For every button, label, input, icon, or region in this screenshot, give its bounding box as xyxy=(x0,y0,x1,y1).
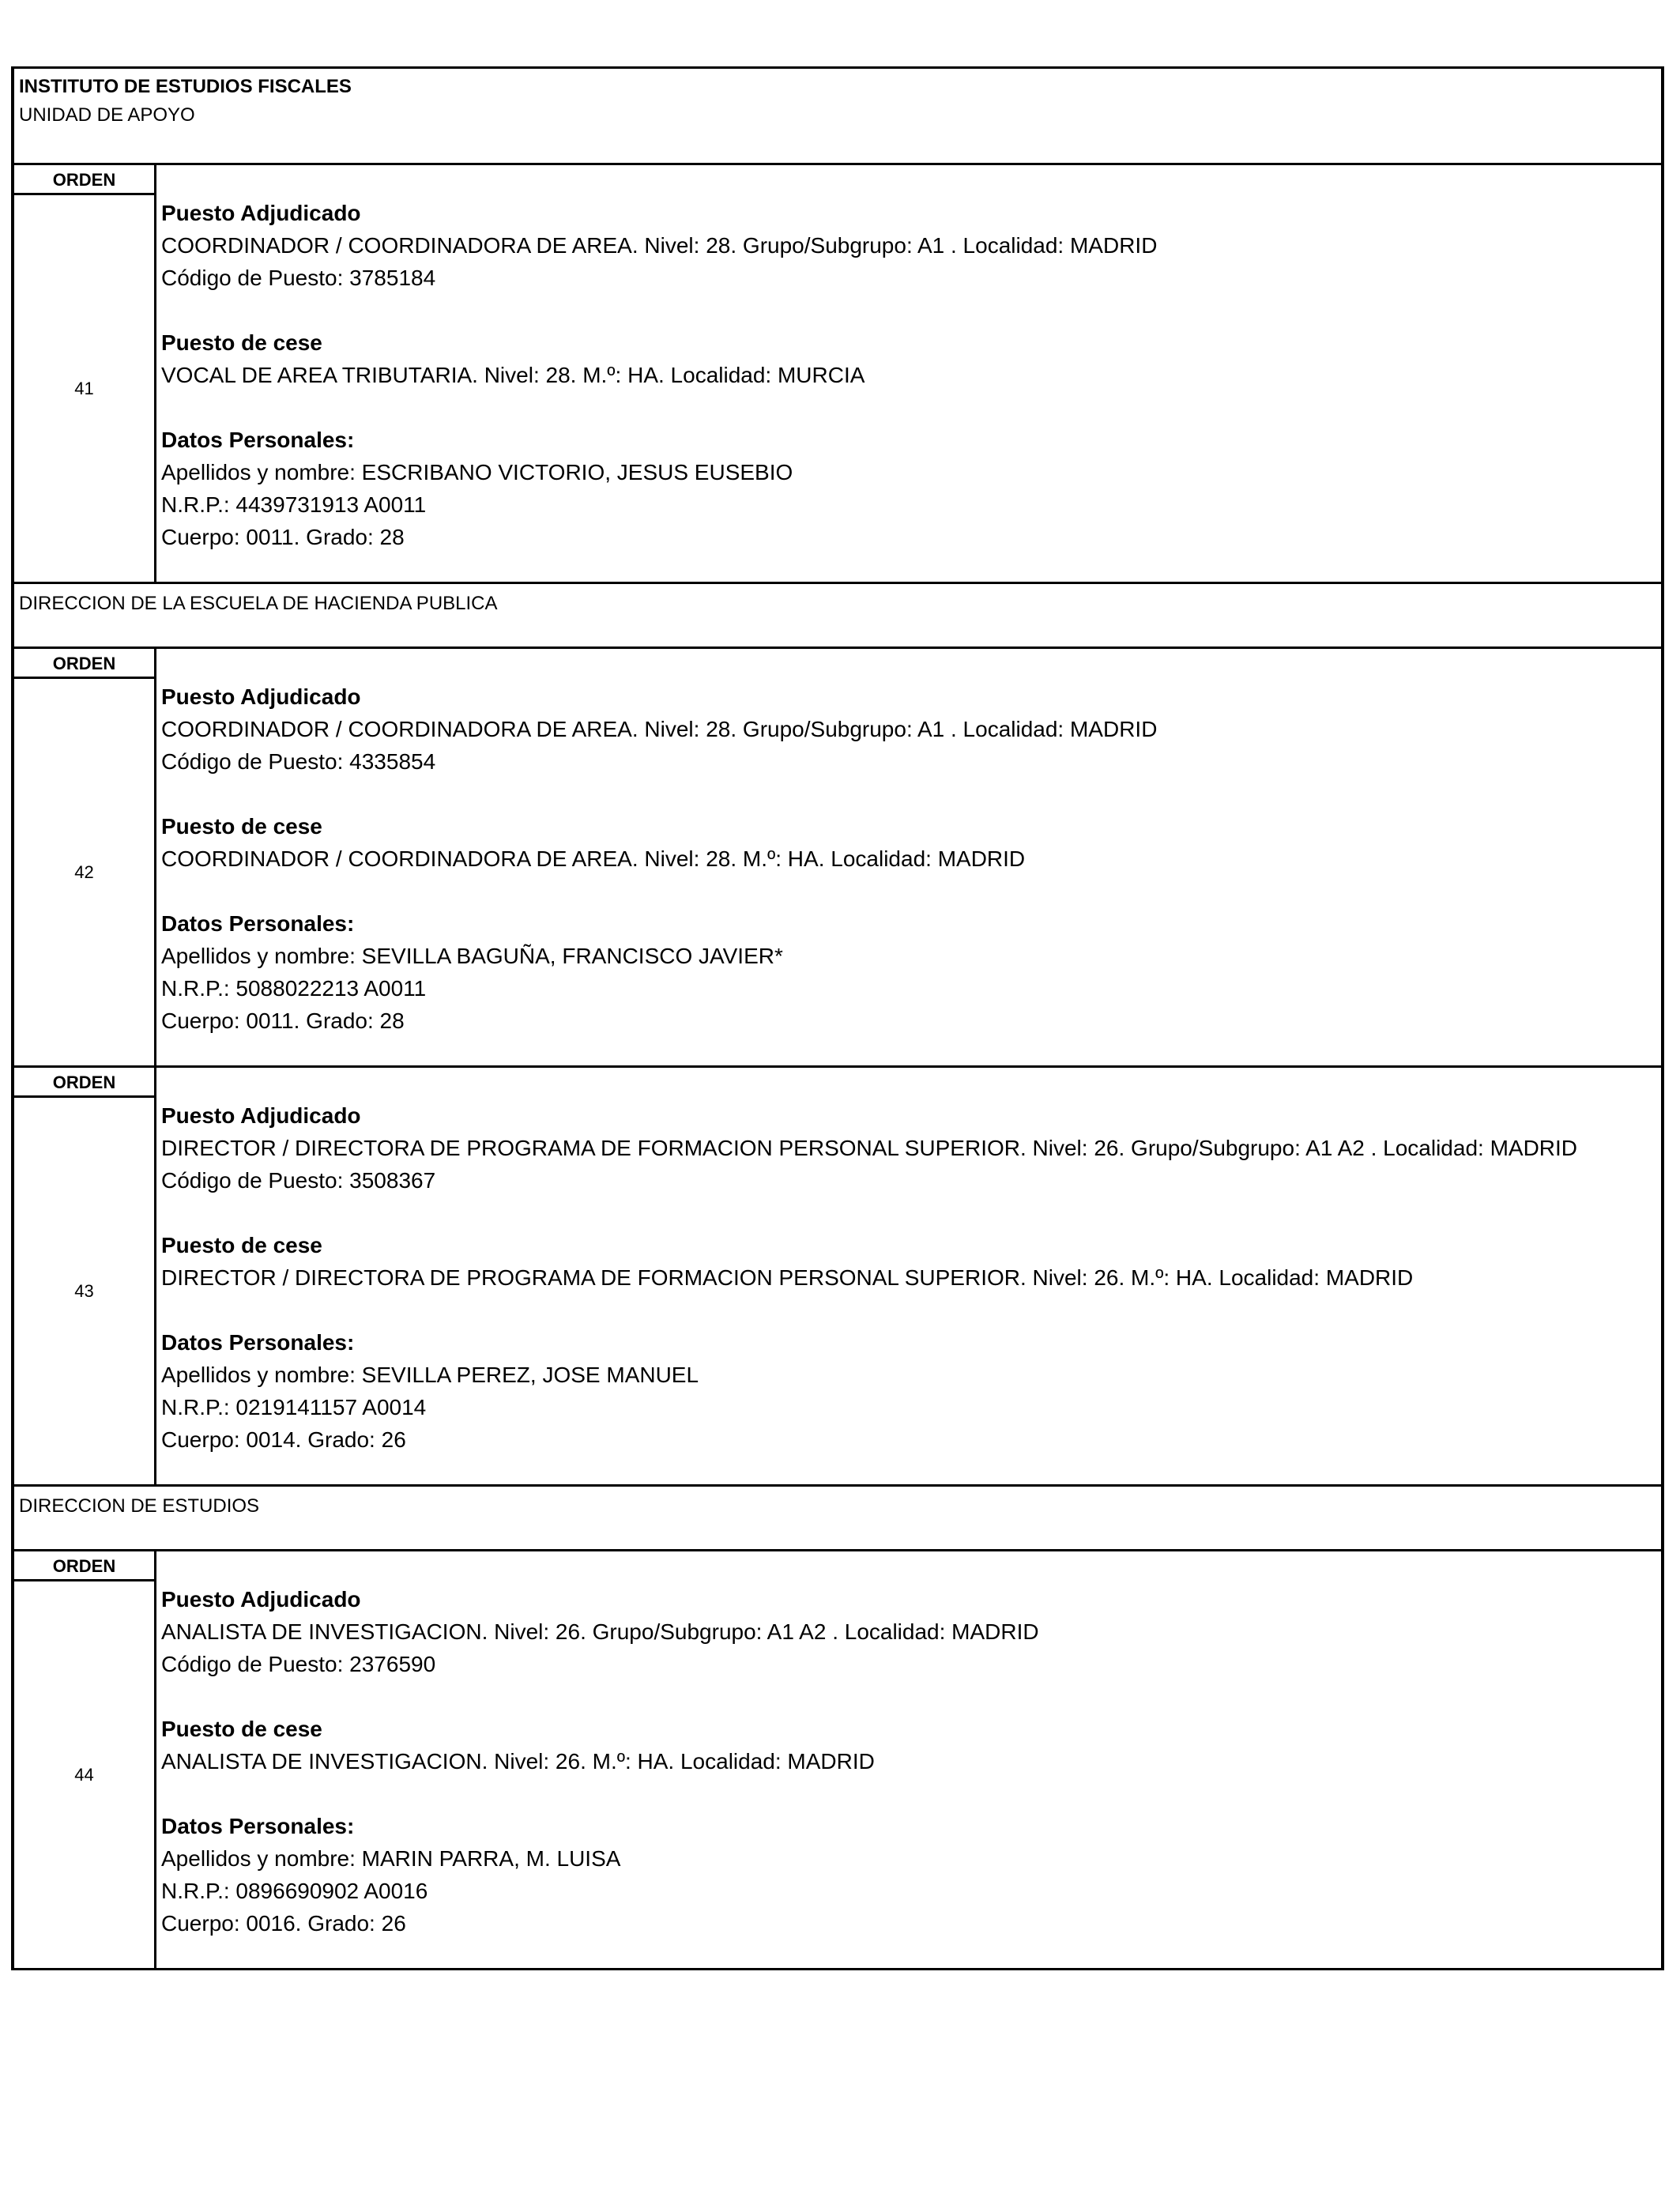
apellidos-nombre: Apellidos y nombre: SEVILLA BAGUÑA, FRANCISCO JAVIER* xyxy=(161,944,783,968)
puesto-adjudicado-value: DIRECTOR / DIRECTORA DE PROGRAMA DE FORMACION PERSONAL SUPERIOR. Nivel: 26. Grupo/Subgrupo: A1 A2 . Localidad: MADRID xyxy=(161,1136,1578,1160)
puesto-adjudicado-heading: Puesto Adjudicado xyxy=(161,684,361,709)
entry-details xyxy=(156,1068,1661,1484)
puesto-adjudicado-heading: Puesto Adjudicado xyxy=(161,1103,361,1128)
resolution-table xyxy=(11,66,1664,1970)
entry-details xyxy=(156,1551,1661,1968)
orden-cell xyxy=(14,649,156,1065)
puesto-adjudicado-heading: Puesto Adjudicado xyxy=(161,201,361,225)
datos-personales-heading: Datos Personales: xyxy=(161,911,355,936)
orden-label: ORDEN xyxy=(14,649,154,679)
section-header xyxy=(14,584,1661,649)
puesto-adjudicado-value: COORDINADOR / COORDINADORA DE AREA. Nivel: 28. Grupo/Subgrupo: A1 . Localidad: MADRID xyxy=(161,717,1158,741)
cuerpo-grado: Cuerpo: 0016. Grado: 26 xyxy=(161,1911,406,1936)
codigo-puesto: Código de Puesto: 2376590 xyxy=(161,1652,436,1676)
organization-unit: UNIDAD DE APOYO xyxy=(19,104,195,126)
orden-cell xyxy=(14,165,156,582)
apellidos-nombre: Apellidos y nombre: ESCRIBANO VICTORIO, JESUS EUSEBIO xyxy=(161,460,793,484)
puesto-cese-heading: Puesto de cese xyxy=(161,1233,322,1257)
organization-title: INSTITUTO DE ESTUDIOS FISCALES xyxy=(19,76,352,97)
section-name: DIRECCION DE LA ESCUELA DE HACIENDA PUBLICA xyxy=(19,593,498,614)
orden-number: 42 xyxy=(74,862,94,882)
puesto-adjudicado-heading: Puesto Adjudicado xyxy=(161,1587,361,1612)
orden-label: ORDEN xyxy=(14,1551,154,1581)
orden-number: 41 xyxy=(74,379,94,398)
table-row xyxy=(14,1551,1661,1970)
table-row xyxy=(14,165,1661,584)
datos-personales-heading: Datos Personales: xyxy=(161,428,355,452)
puesto-adjudicado-value: COORDINADOR / COORDINADORA DE AREA. Nivel: 28. Grupo/Subgrupo: A1 . Localidad: MADRID xyxy=(161,233,1158,258)
nrp: N.R.P.: 0896690902 A0016 xyxy=(161,1879,428,1903)
puesto-cese-heading: Puesto de cese xyxy=(161,330,322,355)
orden-cell xyxy=(14,1551,156,1968)
puesto-cese-heading: Puesto de cese xyxy=(161,1717,322,1741)
datos-personales-heading: Datos Personales: xyxy=(161,1330,355,1355)
orden-label: ORDEN xyxy=(14,1068,154,1098)
codigo-puesto: Código de Puesto: 4335854 xyxy=(161,749,436,774)
puesto-adjudicado-value: ANALISTA DE INVESTIGACION. Nivel: 26. Grupo/Subgrupo: A1 A2 . Localidad: MADRID xyxy=(161,1619,1039,1644)
nrp: N.R.P.: 0219141157 A0014 xyxy=(161,1395,427,1419)
datos-personales-heading: Datos Personales: xyxy=(161,1814,355,1838)
organization-header xyxy=(14,69,1661,165)
apellidos-nombre: Apellidos y nombre: MARIN PARRA, M. LUISA xyxy=(161,1846,621,1871)
codigo-puesto: Código de Puesto: 3508367 xyxy=(161,1168,436,1193)
puesto-cese-heading: Puesto de cese xyxy=(161,814,322,839)
section-header xyxy=(14,1487,1661,1551)
puesto-cese-value: ANALISTA DE INVESTIGACION. Nivel: 26. M.º: HA. Localidad: MADRID xyxy=(161,1749,875,1774)
puesto-cese-value: COORDINADOR / COORDINADORA DE AREA. Nivel: 28. M.º: HA. Localidad: MADRID xyxy=(161,846,1026,871)
entry-details xyxy=(156,165,1661,582)
cuerpo-grado: Cuerpo: 0014. Grado: 26 xyxy=(161,1427,406,1452)
orden-number: 43 xyxy=(74,1281,94,1301)
cuerpo-grado: Cuerpo: 0011. Grado: 28 xyxy=(161,525,405,549)
apellidos-nombre: Apellidos y nombre: SEVILLA PEREZ, JOSE MANUEL xyxy=(161,1363,699,1387)
orden-label: ORDEN xyxy=(14,165,154,195)
nrp: N.R.P.: 4439731913 A0011 xyxy=(161,492,427,517)
table-row xyxy=(14,1068,1661,1487)
table-row xyxy=(14,649,1661,1068)
section-name: DIRECCION DE ESTUDIOS xyxy=(19,1495,260,1517)
nrp: N.R.P.: 5088022213 A0011 xyxy=(161,976,427,1001)
orden-number: 44 xyxy=(74,1765,94,1785)
entry-details xyxy=(156,649,1661,1065)
codigo-puesto: Código de Puesto: 3785184 xyxy=(161,266,436,290)
puesto-cese-value: DIRECTOR / DIRECTORA DE PROGRAMA DE FORMACION PERSONAL SUPERIOR. Nivel: 26. M.º: HA. Localidad: MADRID xyxy=(161,1265,1414,1290)
cuerpo-grado: Cuerpo: 0011. Grado: 28 xyxy=(161,1008,405,1033)
puesto-cese-value: VOCAL DE AREA TRIBUTARIA. Nivel: 28. M.º: HA. Localidad: MURCIA xyxy=(161,363,865,387)
orden-cell xyxy=(14,1068,156,1484)
